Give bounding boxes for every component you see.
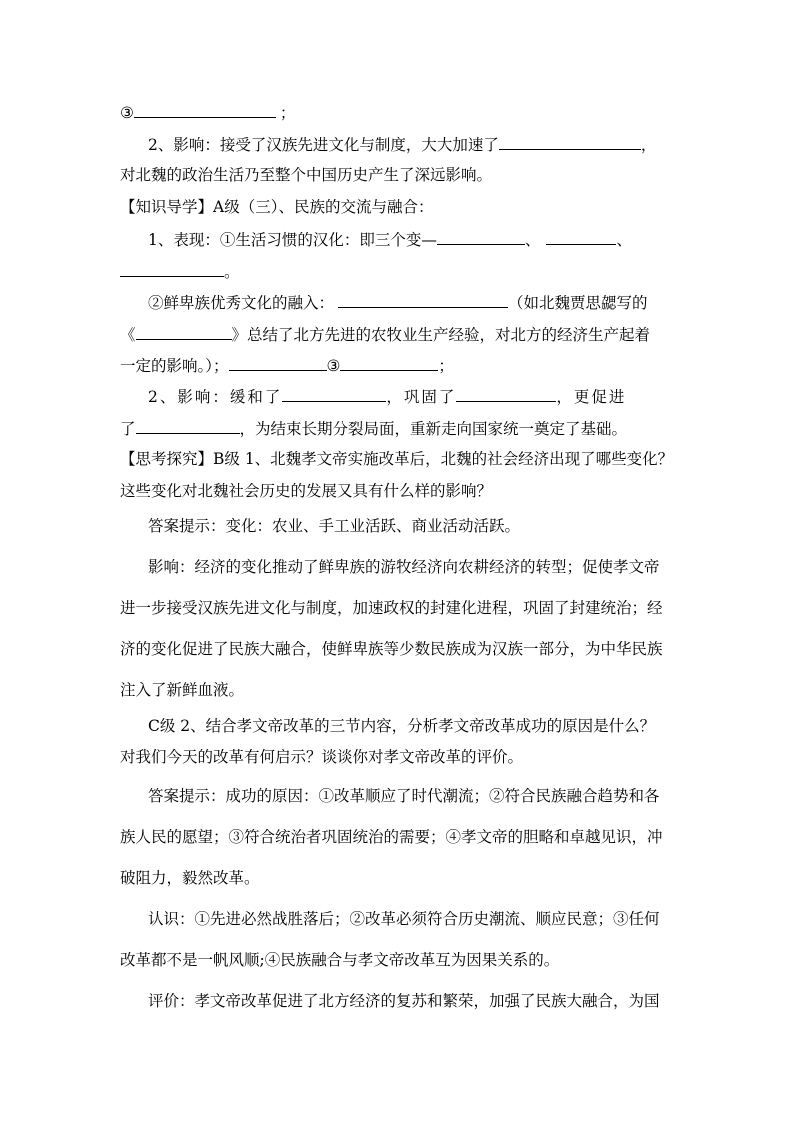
question-heading: C级 2、结合孝文帝改革的三节内容，分析孝文帝改革成功的原因是什么？ xyxy=(148,717,656,735)
answer-line: 答案提示：变化：农业、手工业活跃、商业活动活跃。 xyxy=(148,517,521,535)
text-line xyxy=(120,324,650,345)
line-text: 一定的影响。）； xyxy=(120,357,229,375)
text-line: 对我们今天的改革有何启示？谈谈你对孝文帝改革的评价。 xyxy=(120,748,524,766)
text-line xyxy=(148,134,656,155)
text-line: 对北魏的政治生活乃至整个中国历史产生了深远影响。 xyxy=(120,166,493,184)
text-line xyxy=(148,292,648,313)
line-text: 》总结了北方先进的农牧业生产经验，对北方的经济生产起着 xyxy=(231,326,651,344)
line-text: 、 xyxy=(616,231,632,249)
line-text: ②鲜卑族优秀文化的融入： xyxy=(148,294,335,312)
line-text: 2、影响：缓和了 xyxy=(148,388,283,406)
text-line: 这些变化对北魏社会历史的发展又具有什么样的影响？ xyxy=(120,482,493,500)
fill-blank[interactable] xyxy=(499,134,641,150)
answer-line: 济的变化促进了民族大融合，使鲜卑族等少数民族成为汉族一部分，为中华民族 xyxy=(120,640,663,658)
fill-blank[interactable] xyxy=(546,229,616,245)
answer-line: 影响：经济的变化推动了鲜卑族的游牧经济向农耕经济的转型；促使孝文帝 xyxy=(148,558,660,576)
line-text: 了 xyxy=(120,420,136,438)
text-line xyxy=(148,386,626,407)
fill-blank[interactable] xyxy=(134,102,276,118)
answer-line: 族人民的愿望；③符合统治者巩固统治的需要；④孝文帝的胆略和卓越见识，冲 xyxy=(120,828,663,846)
fill-blank[interactable] xyxy=(136,324,232,340)
answer-line: 认识：①先进必然战胜落后；②改革必须符合历史潮流、顺应民意；③任何 xyxy=(148,910,660,928)
fill-blank[interactable] xyxy=(282,386,386,402)
line-text: ，为结束长期分裂局面，重新走向国家统一奠定了基础。 xyxy=(239,420,628,438)
answer-line: 破阻力，毅然改革。 xyxy=(120,869,260,887)
text-line xyxy=(148,229,632,250)
fill-blank[interactable] xyxy=(456,386,556,402)
fill-blank[interactable] xyxy=(340,355,438,371)
line-text: 、 xyxy=(524,231,541,249)
line-text: ； xyxy=(438,357,454,375)
text-line xyxy=(120,355,454,376)
answer-line: 进一步接受汉族先进文化与制度，加速政权的封建化进程，巩固了封建统治；经 xyxy=(120,599,663,617)
line-text: （如北魏贾思勰写的 xyxy=(508,294,648,312)
section-heading: 【知识导学】A级（三）、民族的交流与融合： xyxy=(120,198,434,216)
answer-line: 评价：孝文帝改革促进了北方经济的复苏和繁荣，加强了民族大融合，为国 xyxy=(148,992,660,1010)
line-text: 。 xyxy=(224,263,240,281)
text-line xyxy=(120,261,240,282)
answer-line: 答案提示：成功的原因：①改革顺应了时代潮流；②符合民族融合趋势和各 xyxy=(148,787,660,805)
line-text: ③ xyxy=(326,357,341,375)
line-text: ，更促进 xyxy=(556,388,627,406)
text-line xyxy=(120,418,627,439)
line-text: ③ xyxy=(120,104,134,122)
fill-blank[interactable] xyxy=(437,229,525,245)
line-text: 2、影响：接受了汉族先进文化与制度，大大加速了 xyxy=(148,136,499,154)
line-text: ， xyxy=(640,136,657,154)
question-heading: 【思考探究】B级 1、北魏孝文帝实施改革后，北魏的社会经济出现了哪些变化？ xyxy=(120,450,674,468)
text-line xyxy=(120,102,295,123)
answer-line: 改革都不是一帆风顺;④民族融合与孝文帝改革互为因果关系的。 xyxy=(120,951,560,969)
line-text: 《 xyxy=(120,326,136,344)
line-text: 1、表现：①生活习惯的汉化：即三个变— xyxy=(148,231,437,249)
fill-blank[interactable] xyxy=(338,292,508,308)
fill-blank[interactable] xyxy=(136,418,240,434)
line-text: ，巩固了 xyxy=(386,388,457,406)
fill-blank[interactable] xyxy=(229,355,327,371)
fill-blank[interactable] xyxy=(120,261,224,277)
answer-line: 注入了新鲜血液。 xyxy=(120,681,245,699)
line-text: ； xyxy=(279,104,296,122)
